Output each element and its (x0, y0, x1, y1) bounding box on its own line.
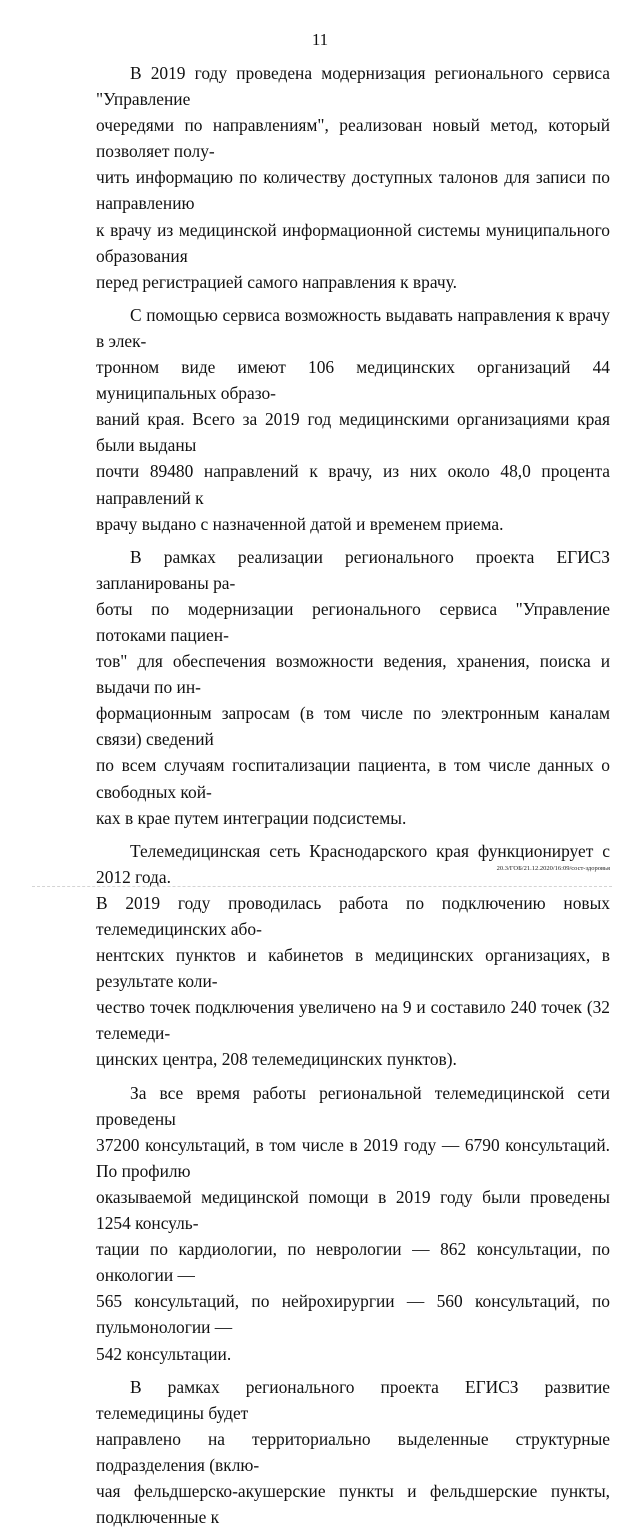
page-number: 11 (311, 30, 329, 49)
paragraph-consultations: За все время работы региональной телемедицинской сети проведены 37200 консультаций, в том числе в 2019 году — 6790 консультаций. По профилю оказываемой медицинской помощи в 2019 году были проведены 1254 консуль- тации по кардиологии, по неврологии — 862 консультации, по онкологии — 565 консультаций, по нейрохирургии — 560 консультаций, по пульмонологии — 542 консультации. (96, 1082, 610, 1364)
document-footer-code: 20.3/ГОБ/21.12.2020/16:09/сост-здоровья (496, 865, 610, 872)
paragraph-telemedicine-network: Телемедицинская сеть Краснодарского края функционирует с 2012 года. В 2019 году проводилась работа по подключению новых телемедицинских або- нентских пунктов и кабинетов в медицинских организациях, в результате коли- чество точек подключения увеличено на 9 и составило 240 точек (32 телемеди- цинских центра, 208 телемедицинских пунктов). (96, 840, 610, 1070)
paragraph-modernization: В 2019 году проведена модернизация регионального сервиса "Управление очередями по направлениям", реализован новый метод, который позволяет полу- чить информацию по количеству доступных талонов для записи по направлению к врачу из медицинской информационной системы муниципального образования перед регистрацией самого направления к врачу. (96, 63, 610, 292)
paragraph-patient-flow: В рамках реализации регионального проекта ЕГИСЗ запланированы ра- боты по модернизации регионального сервиса "Управление потоками пациен- тов" для обеспечения возможности ведения, хранения, поиска и выдачи по ин- формационным запросам (в том числе по электронным каналам связи) сведений по всем случаям госпитализации пациента, в том числе данных о свободных кой- ках в крае путем интеграции подсистемы. (96, 546, 610, 828)
paragraph-electronic-referrals: С помощью сервиса возможность выдавать направления к врачу в элек- тронном виде имеют 106 медицинских организаций 44 муниципальных образо- ваний края. Всего за 2019 год медицинскими организациями края были выданы почти 89480 направлений к врачу, из них около 48,0 процента направлений к врачу выдано с назначенной датой и временем приема. (96, 304, 610, 534)
scan-edge-marks (32, 886, 612, 889)
paragraph-telemedicine-development: В рамках регионального проекта ЕГИСЗ развитие телемедицины будет направлено на территориально выделенные структурные подразделения (вклю- чая фельдшерско-акушерские пункты и фельдшерские пункты, подключенные к (96, 1376, 610, 1528)
document-body (96, 60, 610, 1537)
